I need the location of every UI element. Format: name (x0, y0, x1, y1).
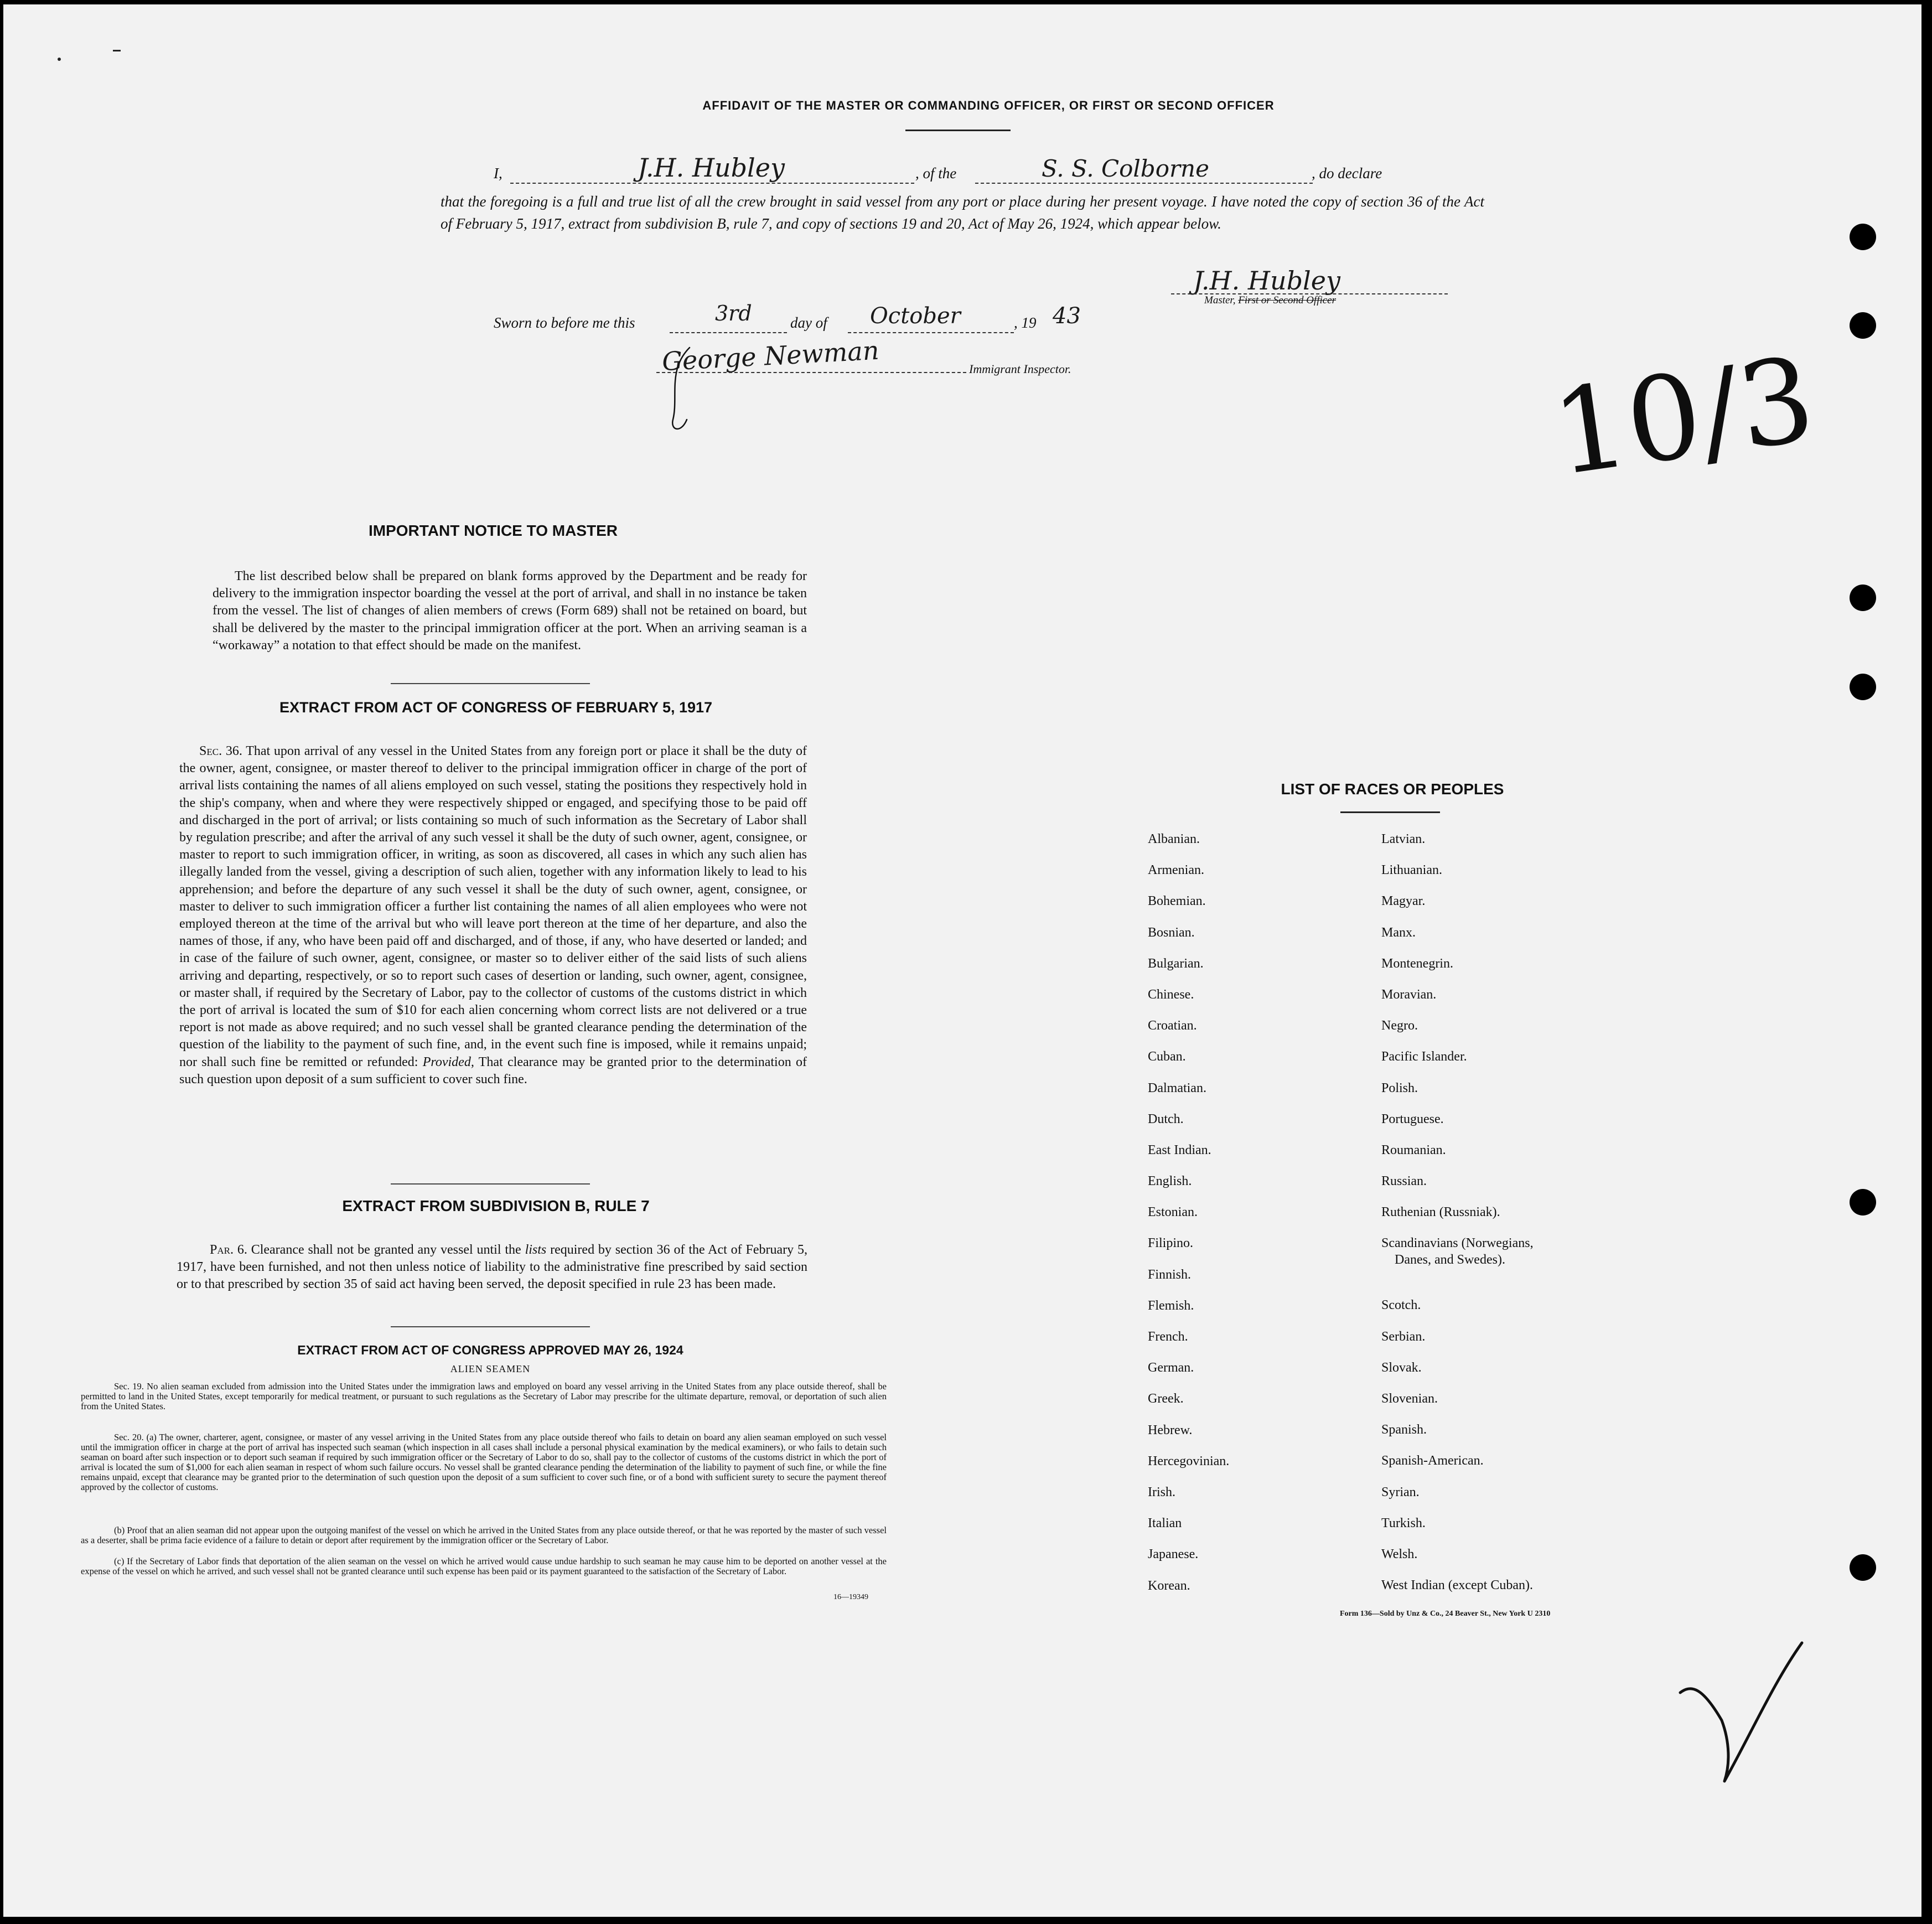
section-rule (391, 1326, 590, 1327)
race-item: Manx. (1381, 925, 1416, 940)
extract-1917-body (179, 743, 807, 1088)
race-item: Scotch. (1381, 1298, 1421, 1313)
sworn-month: October (870, 303, 961, 329)
sec-20c-text: (c) If the Secretary of Labor finds that deportation of the alien seaman on the vessel on which he arrived would cause undue hardship to such seaman he may cause him to be deported on another vessel at the expense of the vessel on which he arrived, and such vessel shall not be granted clearance until such expense has been paid or its payment guaranteed to the satisfaction of the Secretary of Labor. (81, 1556, 887, 1576)
rule7-text-a: Clearance shall not be granted any vessel until the (251, 1243, 521, 1257)
binder-hole (1850, 312, 1876, 339)
of-the-label: , of the (915, 165, 957, 182)
race-item: Hercegovinian. (1148, 1454, 1230, 1468)
sworn-line (494, 301, 1213, 337)
race-item: Montenegrin. (1381, 956, 1453, 971)
race-item: Magyar. (1381, 894, 1426, 909)
binder-hole (1850, 585, 1876, 611)
title-rule (905, 130, 1011, 131)
year-prefix: , 19 (1014, 314, 1037, 331)
scan-mark (58, 58, 61, 61)
race-item: Welsh. (1381, 1547, 1418, 1561)
race-item: Slovenian. (1381, 1392, 1438, 1406)
binder-hole (1850, 674, 1876, 700)
notice-title: IMPORTANT NOTICE TO MASTER (368, 522, 618, 539)
inspector-signature: George Newman (661, 335, 880, 377)
extract-rule7-title: EXTRACT FROM SUBDIVISION B, RULE 7 (342, 1197, 650, 1214)
race-item: Danes, and Swedes). (1395, 1253, 1505, 1268)
scan-mark (113, 50, 121, 51)
provided-word: Provided, (422, 1054, 474, 1069)
do-declare-label: , do declare (1312, 165, 1382, 182)
extract-1924-title: EXTRACT FROM ACT OF CONGRESS APPROVED MAY 26, 1924 (297, 1343, 683, 1357)
race-item: Chinese. (1148, 987, 1194, 1002)
extract-1917-title: EXTRACT FROM ACT OF CONGRESS OF FEBRUARY 5, 1917 (279, 699, 713, 716)
races-title-rule (1340, 811, 1440, 813)
sworn-prefix: Sworn to before me this (494, 314, 635, 331)
inspector-label: Immigrant Inspector. (969, 362, 1071, 376)
section-36-text-end: That clearance may be granted prior to the determination of such question upon deposit of a sum sufficient to cover such fine. (179, 1054, 807, 1087)
section-rule (391, 1183, 590, 1185)
notice-text: The list described below shall be prepared on blank forms approved by the Department and be ready for delivery to the immigration inspector boarding the vessel at the port of arrival, and shall in no instance be taken from the vessel. The list of changes of alien members of crews (Form 689) shall not be retained on board, but shall be delivered by the master to the principal immigration officer at the port. When an arriving seaman is a “workaway” a notation to that effect should be made on the manifest. (213, 569, 807, 653)
race-item: German. (1148, 1361, 1194, 1375)
race-item: Polish. (1381, 1080, 1418, 1095)
race-item: Croatian. (1148, 1018, 1197, 1033)
binder-hole (1850, 1554, 1876, 1581)
race-item: Moravian. (1381, 987, 1437, 1002)
race-item: Japanese. (1148, 1547, 1199, 1562)
race-item: Flemish. (1148, 1298, 1194, 1313)
check-mark-icon (1669, 1632, 1813, 1787)
race-item: Hebrew. (1148, 1423, 1193, 1437)
rule7-text-b: required by section 36 of the Act of February 5, 1917, have been furnished, and not then unless notice of liability to the administrative fine prescribed by said section or to that prescribed by section 35 of said act having been served, the deposit specified in rule 23 has been made. (177, 1243, 808, 1292)
race-item: French. (1148, 1330, 1188, 1344)
sec-20b-text: (b) Proof that an alien seaman did not appear upon the outgoing manifest of the vessel on which he arrived in the United States from any place outside thereof, or that he was reported by the master of such vessel as a deserter, shall be prima facie evidence of a failure to detain or deport after requirement by the immigration officer or the Secretary of Labor. (81, 1525, 887, 1545)
master-caption (1204, 294, 1336, 307)
race-item: Estonian. (1148, 1205, 1198, 1220)
race-item: Armenian. (1148, 863, 1204, 878)
declaration-text: that the foregoing is a full and true list of all the crew brought in said vessel from any port or place during her present voyage. I have noted the copy of section 36 of the Act of February 5, 1917, extract from subdivision B, rule 7, and copy of sections 19 and 20, Act of May 26, 1924, which appear below. (441, 193, 1484, 232)
race-item: Albanian. (1148, 832, 1200, 846)
race-item: Irish. (1148, 1485, 1175, 1499)
race-item: English. (1148, 1174, 1192, 1189)
affidavit-title: AFFIDAVIT OF THE MASTER OR COMMANDING OFFICER, OR FIRST OR SECOND OFFICER (702, 99, 1275, 112)
print-code: 16—19349 (833, 1593, 868, 1601)
race-item: Turkish. (1381, 1516, 1426, 1530)
race-item: Bohemian. (1148, 894, 1206, 909)
race-item: Spanish-American. (1381, 1454, 1484, 1468)
binder-hole (1850, 224, 1876, 250)
race-item: Serbian. (1381, 1329, 1426, 1344)
declaration-line (494, 153, 1484, 187)
races-left-column (1148, 831, 1229, 1608)
race-item: Roumanian. (1381, 1142, 1446, 1157)
race-item: Pacific Islander. (1381, 1049, 1467, 1064)
i-label: I, (494, 165, 503, 182)
extract-rule7-body (177, 1242, 807, 1294)
margin-note: 10/3 (1545, 331, 1822, 502)
year-suffix: 43 (1053, 303, 1081, 329)
race-item: Bosnian. (1148, 925, 1195, 940)
race-item: Dalmatian. (1148, 1080, 1206, 1095)
race-item: Syrian. (1381, 1485, 1420, 1499)
race-item: Italian (1148, 1516, 1182, 1531)
lists-word: lists (525, 1243, 547, 1257)
race-item: Bulgarian. (1148, 956, 1204, 971)
races-right-column (1381, 831, 1534, 1608)
race-item: Scandinavians (Norwegians, (1381, 1236, 1534, 1251)
alien-seamen-subtitle: ALIEN SEAMEN (450, 1363, 531, 1374)
race-item: Dutch. (1148, 1111, 1184, 1126)
race-item: Lithuanian. (1381, 863, 1442, 878)
race-item: West Indian (except Cuban). (1381, 1578, 1533, 1593)
master-signature-line (1171, 281, 1448, 294)
race-item: Cuban. (1148, 1049, 1186, 1064)
race-item: Korean. (1148, 1578, 1190, 1593)
section-36-text: That upon arrival of any vessel in the United States from any foreign port or place it shall be the duty of the owner, agent, consignee, or master thereof to deliver to the principal immigration officer in charge of the port of arrival lists containing the names of all aliens employed on such vessel, stating the positions they respectively hold in the ship's company, when and where they were respectively shipped or engaged, and specifying those to be paid off and discharged in the port of arrival; or lists containing so much of such information as the Secretary of Labor shall by regulation prescribe; and after the arrival of any such vessel it shall be the duty of such owner, agent, consignee, or master to report to such immigration officer, in writing, as soon as discovered, all cases in which any such alien has illegally landed from the vessel, giving a description of such alien, together with any information likely to lead to his apprehension; and before the departure of any such vessel it shall be the duty of such owner, agent, consignee, or master to deliver to such immigration officer a further list containing the names of all alien employees who were not employed thereon at the time of the arrival but who will leave port thereon at the time of her departure, and also the names of those, if any, who have been paid off and discharged, and of those, if any, who have deserted or landed; and in case of the failure of such owner, agent, consignee, or master so to deliver either of the said lists of such aliens arriving and departing, respectively, or so to report such cases of desertion or landing, such owner, agent, consignee, or master shall, if required by the Secretary of Labor, pay to the collector of customs of the customs district in which the port of arrival is located the sum of $10 for each alien concerning whom correct lists are not delivered or a true report is not made as above required; and no such vessel shall be granted clearance pending the determination of the question of the liability to the payment of such fine, and, in the event such fine is imposed, while it remains unpaid; nor shall such fine be remitted or refunded: (179, 744, 807, 1069)
race-item: East Indian. (1148, 1142, 1211, 1157)
officer-signature: J.H. Hubley (638, 153, 785, 183)
race-item: Spanish. (1381, 1423, 1427, 1437)
section-36-label: Sec. 36. (199, 744, 242, 758)
race-item: Portuguese. (1381, 1111, 1444, 1126)
form-footer: Form 136—Sold by Unz & Co., 24 Beaver St., New York U 2310 (1340, 1610, 1551, 1618)
race-item: Filipino. (1148, 1236, 1194, 1251)
vessel-name: S. S. Colborne (1042, 155, 1209, 182)
sec-19-text: Sec. 19. No alien seaman excluded from admission into the United States under the immigration laws and employed on board any vessel arriving in the United States from any place outside thereof, shall be permitted to land in the United States, except temporarily for medical treatment, or pursuant to such regulations as the Secretary of Labor may prescribe for the ultimate departure, removal, or deportation of such alien from the United States. (81, 1381, 887, 1411)
race-item: Russian. (1381, 1174, 1427, 1189)
master-label: Master, (1204, 294, 1236, 306)
races-title: LIST OF RACES OR PEOPLES (1281, 780, 1504, 798)
sworn-day: 3rd (715, 301, 752, 325)
section-rule (391, 683, 590, 684)
inspector-flourish (656, 337, 723, 436)
day-of-label: day of (790, 314, 827, 331)
master-signature: J.H. Hubley (1193, 266, 1340, 296)
sec-20a-text: Sec. 20. (a) The owner, charterer, agent, consignee, or master of any vessel arriving in the United States from any place outside thereof who fails to detain on board any alien seaman employed on such vessel until the immigration officer in charge at the port of arrival has inspected such seaman (which inspection in all cases shall include a personal physical examination by the medical examiners), or who fails to detain such seaman on board after such inspection or to deport such seaman if required by such immigration officer or the Secretary of Labor to do so, shall pay to the collector of customs of the customs district in which the port of arrival is located the sum of $1,000 for each alien seaman in respect of whom such failure occurs. No vessel shall be granted clearance pending the determination of the liability to payment of such fine, or while the fine remains unpaid, except that clearance may be granted prior to the determination of such question upon the deposit of a sum sufficient to cover such fine, or of a bond with sufficient surety to secure the payment thereof approved by the collector of customs. (81, 1432, 887, 1492)
race-item: Greek. (1148, 1392, 1184, 1406)
race-item: Finnish. (1148, 1267, 1192, 1282)
race-item: Negro. (1381, 1018, 1418, 1033)
par-6-label: Par. 6. (210, 1243, 247, 1257)
race-item: Slovak. (1381, 1360, 1422, 1375)
document-page (3, 4, 1921, 1917)
race-item: Ruthenian (Russniak). (1381, 1205, 1500, 1220)
officer-struck-label: First or Second Officer (1238, 294, 1337, 306)
race-item: Latvian. (1381, 832, 1426, 846)
binder-hole (1850, 1189, 1876, 1216)
